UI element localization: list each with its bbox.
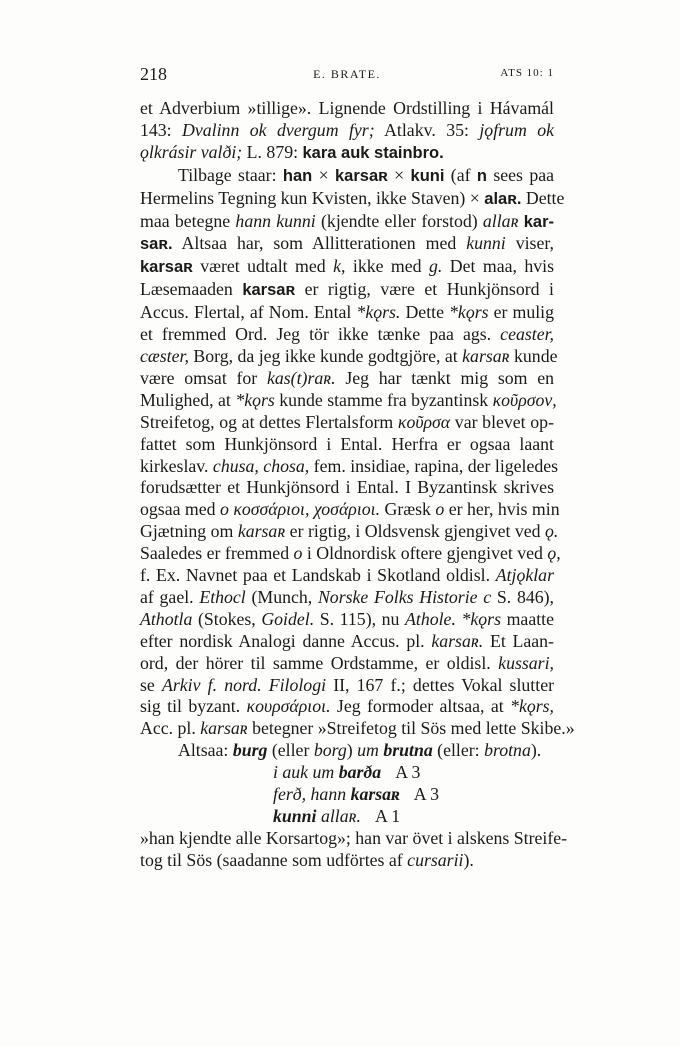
- runic-transliteration: karsaʀ: [242, 281, 296, 300]
- text-run: Gjætning om: [140, 521, 238, 542]
- italic-run: allaʀ: [482, 210, 519, 231]
- text-run: Tilbage staar:: [178, 164, 283, 185]
- text-run: tog til Sös (saadanne som udförtes af: [140, 849, 408, 870]
- italic-run: Dvalinn ok dvergum fyr;: [182, 119, 375, 140]
- text-run: Altsaa:: [178, 740, 233, 761]
- italic-run: karsaʀ: [462, 345, 510, 366]
- text-run: et fremmed Ord. Jeg tör ikke tænke paa ags.: [140, 324, 501, 345]
- text-line: [140, 653, 554, 675]
- text-line: [140, 302, 554, 324]
- text-run: er rigtig, være et Hunkjönsord i: [295, 279, 554, 300]
- text-line: [140, 412, 554, 434]
- italic-run: cæster,: [140, 345, 189, 366]
- text-run: ).: [463, 849, 474, 870]
- italic-run: karsaʀ: [237, 521, 286, 542]
- text-run: været udtalt med: [192, 256, 334, 277]
- text-run: et Adverbium »tillige». Lignende Ordstilling i Hávamál: [140, 98, 554, 118]
- text-run: f. Ex. Navnet paa et Landskab i Skotland oldisl.: [140, 565, 496, 586]
- text-run: (af: [444, 164, 477, 185]
- text-run: (Stokes,: [192, 608, 262, 629]
- text-run: Jeg formoder altsaa, at: [330, 696, 511, 717]
- text-run: ord, der hörer til samme Ordstamme, er oldisl.: [140, 652, 499, 673]
- italic-run: kunni: [466, 233, 506, 254]
- italic-run: karsaʀ: [200, 718, 248, 739]
- text-run: sees paa: [486, 164, 554, 185]
- italic-run: allaʀ.: [320, 806, 361, 826]
- text-run: (eller:: [432, 740, 485, 761]
- text-run: (eller: [267, 740, 314, 761]
- text-run: II, 167 f.; dettes Vokal slutter: [326, 674, 555, 695]
- italic-run: ferð, hann: [273, 784, 347, 805]
- bold-italic-run: kunni: [273, 806, 317, 826]
- italic-run: ǫ.: [545, 521, 559, 542]
- italic-run: *kǫrs: [449, 302, 489, 323]
- text-run: ikke med: [345, 256, 429, 277]
- text-line: [140, 165, 554, 188]
- italic-run: i auk um: [273, 762, 335, 783]
- text-line: [140, 521, 559, 543]
- text-line: [140, 142, 554, 165]
- text-run: ).: [530, 740, 542, 761]
- text-line: [140, 477, 554, 499]
- italic-run: chusa, chosa,: [212, 455, 310, 476]
- text-run: Acc. pl.: [140, 718, 201, 739]
- text-run: S. 115), nu: [314, 608, 406, 629]
- running-title: E. BRATE.: [313, 67, 381, 81]
- text-run: maatte: [501, 608, 554, 629]
- body-text: [140, 98, 575, 872]
- text-line: [140, 98, 554, 120]
- text-run: viser,: [505, 233, 554, 254]
- italic-run: kas(t)raʀ.: [266, 367, 336, 388]
- text-line: [140, 499, 560, 521]
- text-run: efter nordisk Analogi danne Accus. pl.: [140, 630, 432, 651]
- italic-run: g.: [428, 256, 443, 277]
- text-line: [140, 850, 554, 872]
- italic-run: Goidel.: [261, 608, 315, 629]
- text-run: af gael.: [140, 586, 200, 607]
- text-line: [140, 345, 558, 368]
- italic-run: borg: [313, 740, 347, 761]
- bold-italic-run: barða: [338, 762, 382, 783]
- text-run: forudsætter et Hunkjönsord i Ental. I Byzantinsk skrives: [140, 477, 554, 498]
- text-run: i Oldnordisk oftere gjengivet ved: [302, 543, 548, 564]
- italic-run: hann kunni: [235, 210, 316, 231]
- italic-run: Athotla: [140, 608, 193, 629]
- italic-run: Arkiv f. nord. Filologi: [161, 674, 327, 695]
- text-run: ): [346, 740, 358, 761]
- text-line: [140, 784, 554, 806]
- text-run: (Munch,: [245, 586, 318, 607]
- text-run: Streifetog, og at dettes Flertalsform: [140, 411, 398, 432]
- text-line: [140, 455, 559, 478]
- italic-run: um: [357, 740, 379, 761]
- text-line: [140, 389, 557, 412]
- signature-mark: ATS 10: 1: [500, 67, 554, 79]
- text-run: være omsat for: [140, 367, 267, 388]
- text-line: [140, 565, 554, 587]
- italic-run: κοῦρσα: [397, 411, 451, 432]
- italic-run: κουρσάριοι.: [246, 696, 331, 717]
- bold-italic-run: karsaʀ: [350, 784, 400, 805]
- italic-run: k,: [333, 256, 346, 277]
- text-run: Dette: [521, 187, 565, 208]
- text-run: se: [140, 674, 162, 695]
- bold-italic-run: burg: [232, 740, 268, 761]
- text-run: Accus. Flertal, af Nom. Ental: [140, 302, 357, 323]
- text-run: Hermelins Tegning kun Kvisten, ikke Staven) ×: [140, 187, 485, 208]
- text-run: fem. insidiae, rapina, der ligeledes: [309, 455, 559, 476]
- italic-run: *kǫrs: [461, 608, 502, 629]
- text-line: [140, 762, 554, 784]
- text-line: [140, 696, 554, 718]
- text-line: [140, 187, 565, 211]
- text-run: Jeg har tænkt mig som en: [335, 367, 555, 388]
- text-run: Borg, da jeg ikke kunde godtgjöre, at: [188, 345, 463, 366]
- italic-run: karsaʀ.: [431, 630, 484, 651]
- text-run: Et Laan-: [483, 630, 554, 651]
- runic-transliteration: kara auk stainbro.: [302, 143, 444, 162]
- runic-transliteration: n: [476, 166, 487, 185]
- text-run: Dette: [400, 302, 450, 323]
- text-run: er rigtig, i Oldsvensk gjengivet ved: [285, 521, 545, 542]
- italic-run: o: [435, 499, 445, 520]
- verse-reference: A 3: [413, 784, 439, 805]
- text-line: [140, 211, 554, 234]
- runic-transliteration: alaʀ.: [484, 189, 522, 208]
- text-run: kirkeslav.: [140, 455, 213, 476]
- italic-run: ǫ,: [547, 543, 561, 564]
- text-line: [140, 806, 554, 828]
- italic-run: *kǫrs.: [356, 302, 401, 323]
- text-run: Saaledes er fremmed: [140, 543, 294, 564]
- italic-run: *kǫrs: [235, 389, 275, 410]
- italic-run: cursarii: [407, 849, 464, 870]
- text-line: [140, 740, 554, 762]
- text-run: ×: [387, 164, 411, 185]
- runic-transliteration: kar-: [523, 212, 555, 231]
- page-number: 218: [140, 64, 167, 84]
- text-line: [140, 368, 554, 390]
- runic-transliteration: karsaʀ: [140, 258, 193, 277]
- text-run: 143:: [140, 119, 183, 140]
- text-line: [140, 609, 554, 631]
- text-run: Græsk: [380, 499, 436, 520]
- runic-transliteration: saʀ.: [140, 235, 173, 254]
- text-line: [140, 543, 561, 565]
- text-run: Det maa, hvis: [442, 256, 554, 277]
- italic-run: ceaster,: [500, 324, 554, 345]
- text-run: Atlakv. 35:: [374, 119, 480, 140]
- bold-italic-run: brutna: [383, 740, 433, 761]
- italic-run: Norske Folks Historie c: [317, 586, 492, 607]
- text-line: [140, 233, 554, 256]
- verse-reference: A 3: [395, 762, 421, 783]
- text-run: (kjendte eller forstod): [315, 210, 483, 231]
- italic-run: Ethocl: [199, 586, 246, 607]
- italic-run: *kǫrs,: [510, 696, 555, 717]
- italic-run: o: [293, 543, 303, 564]
- text-run: fattet som Hunkjönsord i Ental. Herfra er ogsaa laant: [140, 433, 554, 454]
- text-run: kunde: [509, 345, 558, 366]
- text-run: ogsaa med: [140, 499, 220, 520]
- text-line: [140, 324, 554, 346]
- text-run: kunde stamme fra byzantinsk: [274, 389, 493, 410]
- text-line: [140, 587, 554, 609]
- italic-run: κοσσάριοι, χοσάριοι.: [233, 499, 381, 520]
- runic-transliteration: han: [282, 166, 313, 185]
- text-line: [140, 675, 554, 697]
- text-run: Mulighed, at: [140, 389, 236, 410]
- text-line: [140, 279, 554, 302]
- text-line: [140, 256, 554, 279]
- text-line: [140, 434, 554, 456]
- text-run: S. 846),: [491, 586, 554, 607]
- italic-run: ǫlkrásir valði;: [140, 141, 243, 162]
- text-run: Altsaa har, som Allitterationen med: [172, 233, 467, 254]
- italic-run: Athole.: [405, 608, 456, 629]
- runic-transliteration: kuni: [410, 166, 445, 185]
- text-run: Læsemaaden: [140, 279, 243, 300]
- running-header: [140, 64, 554, 86]
- italic-run: kussari,: [498, 652, 554, 673]
- text-line: [140, 827, 568, 850]
- text-line: [140, 718, 575, 740]
- text-line: [140, 631, 554, 653]
- italic-run: jǫfrum ok: [479, 119, 554, 140]
- text-run: L. 879:: [242, 141, 303, 162]
- text-run: er mulig: [488, 302, 554, 323]
- text-run: er her, hvis min: [444, 499, 560, 520]
- text-run: maa betegne: [140, 210, 236, 231]
- italic-run: Atjǫklar: [495, 565, 554, 586]
- italic-run: ο: [220, 499, 229, 520]
- verse-reference: A 1: [374, 806, 401, 826]
- text-run: betegner »Streifetog til Sös med lette Skibe.»: [247, 718, 575, 739]
- text-run: ×: [312, 164, 335, 185]
- italic-run: κοῦρσον,: [492, 389, 557, 410]
- text-run: »han kjendte alle Korsartog»; han var övet i alskens Streife-: [140, 827, 568, 848]
- text-line: [140, 120, 554, 142]
- runic-transliteration: karsaʀ: [335, 166, 388, 185]
- italic-run: brotna: [484, 740, 531, 761]
- text-run: var blevet op-: [450, 411, 554, 432]
- text-run: sig til byzant.: [140, 696, 247, 717]
